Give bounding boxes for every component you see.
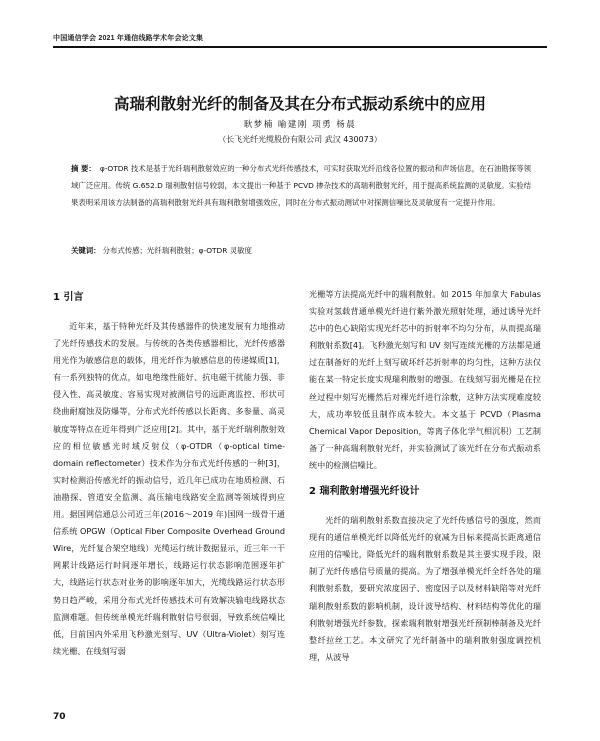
paper-title: 高瑞利散射光纤的制备及其在分布式振动系统中的应用 (113, 95, 486, 113)
running-header: 中国通信学会 2021 年通信线路学术年会论文集 (53, 35, 204, 42)
section-2-paragraph: 光纤的瑞利散射系数直接决定了光纤传感信号的强度，然而现有的通信单模光纤以降低光纤的衰减为目标来提高长距离通信应用的信噪比，降低光纤的瑞利散射系数是其主要实现手段，限制了光纤传感信号质量的提高。为了增强单模光纤全纤各处的瑞利散射系数，要研究浓度因子、密度因子以及材料缺陷等对光纤瑞利散射系数的影响机制，设计波导结构、材料结构等优化的瑞利散射增强光纤参数，探索瑞利散射增强光纤预制棒制备及光纤整纤拉丝工艺。本文研究了光纤制备中的瑞利散射强度调控机理，从波导 (309, 515, 541, 662)
header-rule (53, 46, 547, 48)
section-1-heading: 1 引言 (53, 292, 84, 303)
section-1-paragraph: 近年来，基于特种光纤及其传感器件的快速发展有力地推动了光纤传感技术的发展。与传统的各类传感器相比，光纤传感器用光作为敏感信息的载体，用光纤作为敏感信息的传递媒质[1]，有一系列独特的优点，如电绝缘性能好、抗电磁干扰能力强、非侵入性、高灵敏度、容易实现对被测信号的远距离监控、形状可绕曲耐腐蚀及防爆等，分布式光纤传感以长距离、多参量、高灵敏度等特点在近年得到广泛应用[2]。其中，基于光纤瑞利散射效应的相位敏感光时域反射仪（φ-OTDR（φ-optical time-domain reflectometer）技术作为分布式光纤传感的一种[3]，实时检测沿传感光纤的振动信号，近几年已成功在地质检测、石油勘探、管道安全监测、高压输电线路安全监测等领域得到应用。据国网信通总公司近三年(2016～2019 年)国网一级骨干通信系统 OPGW（Optical Fiber Composite Overhead Ground Wire，光纤复合架空地线）光缆运行统计数据显示，近三年一干网累计线路运行时间逐年增长，线路运行状态影响范围逐年扩大，线路运行状态对业务的影响逐年加大，光缆线路运行状态形势日趋严峻，采用分布式光纤传感技术可有效解决输电线路状态监测难题。但传统单模光纤瑞利散射信号很弱，导致系统信噪比低，目前国内外采用飞秒激光刻写、UV（Ultra-Violet）刻写连续光栅、在线刻写弱 (53, 321, 285, 656)
section-1-continuation: 光栅等方法提高光纤中的瑞利散射。如 2015 年加拿大 Fabulas 实验对氢载背通单模光纤进行紫外激光照射处理，通过诱导光纤芯中的色心缺陷实现光纤芯中的折射率不均匀分布，从而提高瑞利散射系数[4]。飞秒激光刻写和 UV 刻写连续光栅的方法都是通过在制备好的光纤上刻写破坏纤芯折射率的均匀性，这种方法仅能在某一特定长度实现瑞利散射的增强。在线刻写弱光栅是在拉丝过程中刻写光栅然后对裸光纤进行涂敷，这种方法实现难度较大，成功率较低且制作成本较大。本文基于 PCVD（Plasma Chemical Vapor Deposition，等离子体化学气相沉积）工艺制备了一种高瑞利散射光纤，并实验测试了该光纤在分布式振动系统中的检测信噪比。 (309, 289, 541, 470)
keywords-label: 关键词： (71, 246, 101, 255)
abstract-text: φ-OTDR 技术是基于光纤瑞利散射效应的一种分布式光纤传感技术，可实时获取光纤沿线各位置的振动和声场信息，在石油勘探等领域广泛应用。传统 G.652.D 瑞利散射信号较弱，本文提出一种基于 PCVD 掺杂技术的高瑞利散射光纤，用于提高系统监测的灵敏度。实验结果表明采用该方法制备的高瑞利散射光纤具有瑞利散射增强效应，同时在分布式振动测试中对探测信噪比及灵敏度有一定提升作用。 (71, 164, 531, 207)
section-2-heading: 2 瑞利散射增强光纤设计 (309, 486, 420, 498)
affiliation: （长飞光纤光缆股份有限公司 武汉 430073） (218, 135, 382, 144)
left-column (53, 286, 285, 660)
keywords (71, 245, 531, 256)
page-number: 70 (53, 712, 66, 722)
abstract (71, 160, 531, 211)
keywords-text: 分布式传感；光纤瑞利散射；φ-OTDR 灵敏度 (102, 246, 252, 255)
author-list: 耿梦楠 喻建刚 项勇 杨晨 (243, 120, 357, 130)
right-column (309, 286, 541, 666)
abstract-label: 摘 要： (71, 164, 96, 173)
